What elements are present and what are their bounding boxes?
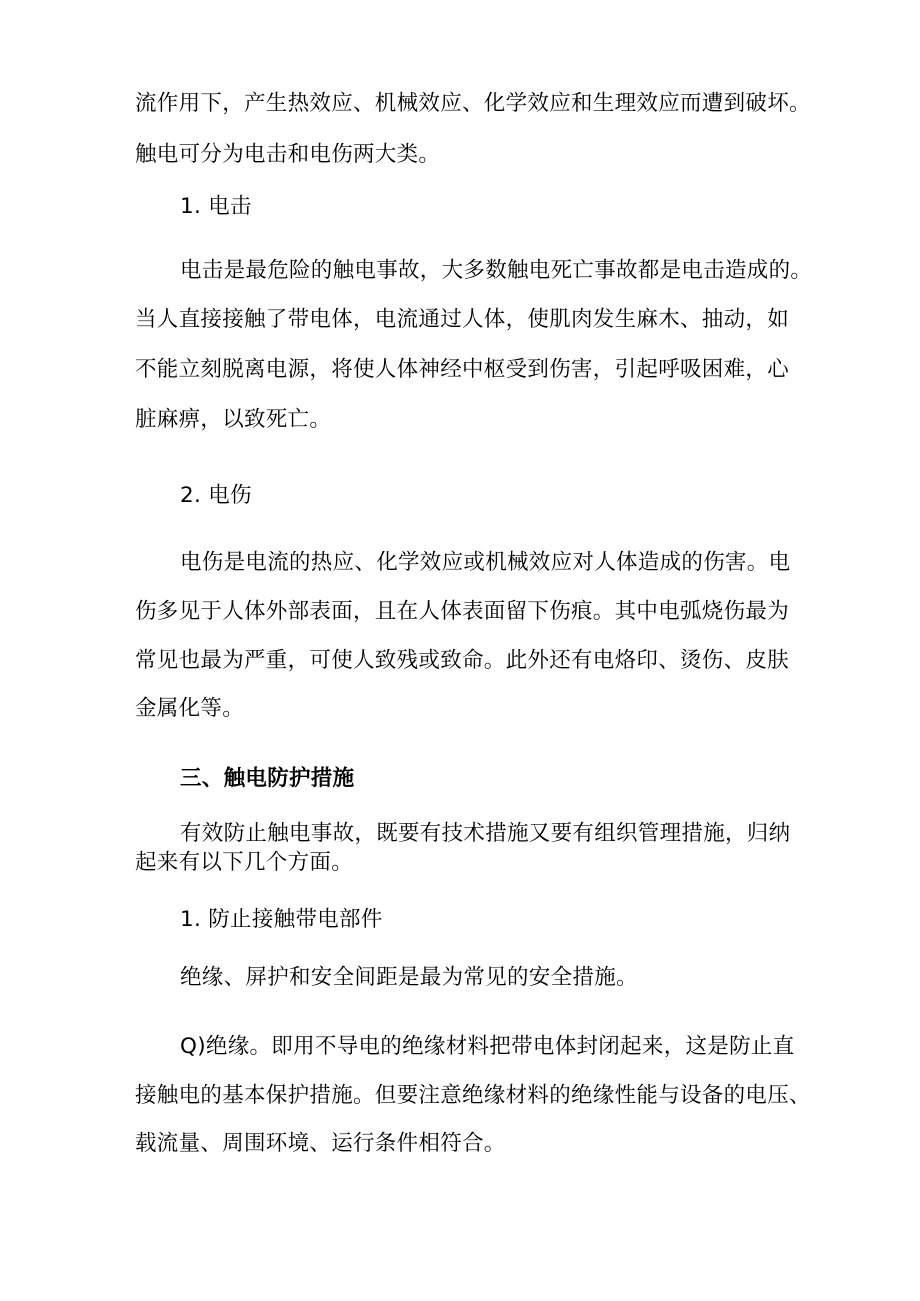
paragraph-line: 接触电的基本保护措施。但要注意绝缘材料的绝缘性能与设备的电压、 [135, 1083, 811, 1108]
subheading-electric-injury: 2. 电伤 [180, 483, 252, 508]
paragraph-line: 载流量、周围环境、运行条件相符合。 [135, 1131, 506, 1156]
paragraph-line: 绝缘、屏护和安全间距是最为常见的安全措施。 [180, 965, 638, 990]
section-heading: 三、触电防护措施 [180, 766, 355, 791]
subheading-prevent-contact: 1. 防止接触带电部件 [180, 907, 383, 932]
paragraph-line: 有效防止触电事故，既要有技术措施又要有组织管理措施，归纳 [180, 821, 791, 846]
paragraph-line: 脏麻痹，以致死亡。 [135, 407, 332, 432]
paragraph-line: 起来有以下几个方面。 [135, 850, 354, 875]
paragraph-line: 流作用下，产生热效应、机械效应、化学效应和生理效应而遭到破坏。 [135, 91, 811, 116]
paragraph-line: 电伤是电流的热应、化学效应或机械效应对人体造成的伤害。电 [180, 550, 791, 575]
paragraph-line: Q)绝缘。即用不导电的绝缘材料把带电体封闭起来，这是防止直 [180, 1034, 795, 1059]
paragraph-line: 金属化等。 [135, 696, 245, 721]
paragraph-line: 电击是最危险的触电事故，大多数触电死亡事故都是电击造成的。 [180, 258, 813, 283]
paragraph-line: 常见也最为严重，可使人致残或致命。此外还有电烙印、烫伤、皮肤 [135, 648, 790, 673]
paragraph-line: 触电可分为电击和电伤两大类。 [135, 142, 441, 167]
paragraph-line: 当人直接接触了带电体，电流通过人体，使肌肉发生麻木、抽动，如 [135, 307, 790, 332]
subheading-electric-shock: 1. 电击 [180, 194, 252, 219]
paragraph-line: 不能立刻脱离电源，将使人体神经中枢受到伤害，引起呼吸困难，心 [135, 357, 790, 382]
paragraph-line: 伤多见于人体外部表面，且在人体表面留下伤痕。其中电弧烧伤最为 [135, 599, 790, 624]
